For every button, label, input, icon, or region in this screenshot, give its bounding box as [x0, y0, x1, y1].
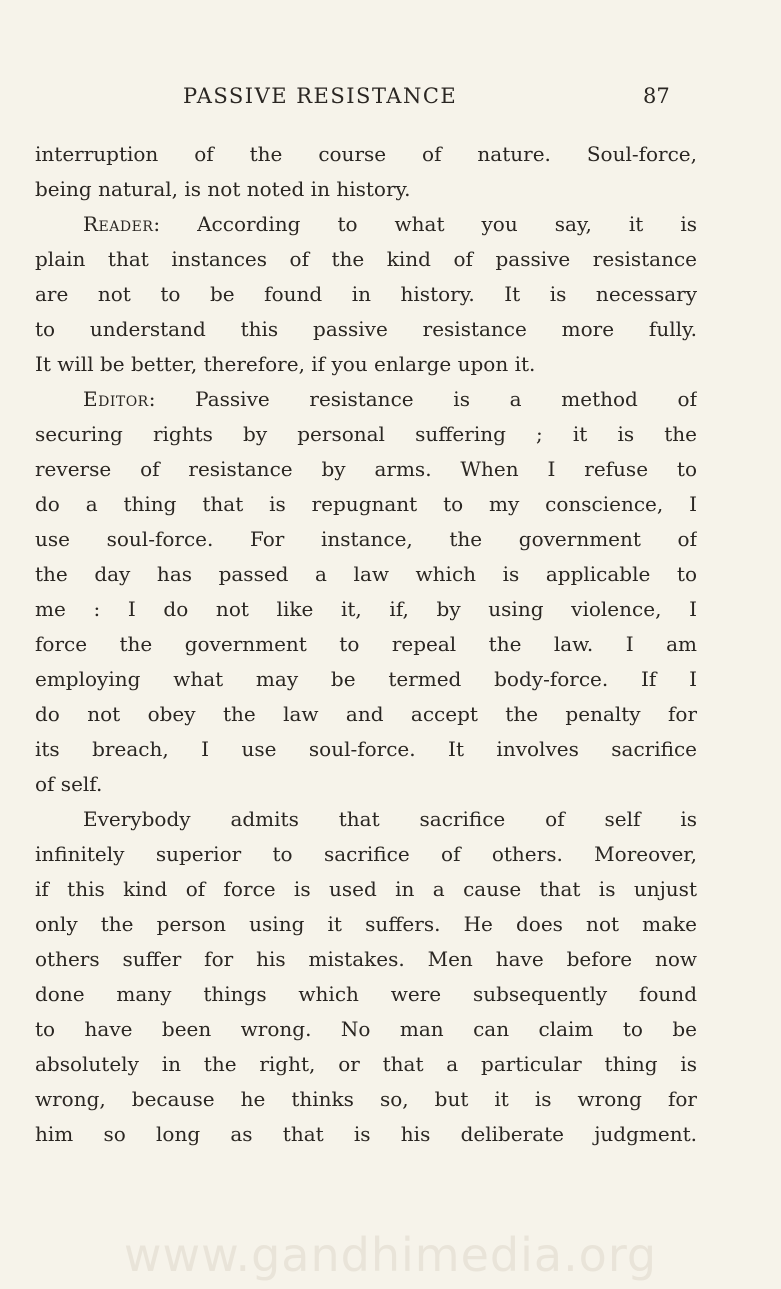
- page-number: 87: [643, 84, 670, 108]
- text-line: if this kind of force is used in a cause that is unjust: [35, 877, 697, 901]
- text-line: are not to be found in history. It is necessary: [35, 282, 697, 306]
- text-line: reverse of resistance by arms. When I refuse to: [35, 457, 697, 481]
- page-header: [0, 84, 781, 114]
- text-line: infinitely superior to sacrifice of others. Moreover,: [35, 842, 697, 866]
- text-line: It will be better, therefore, if you enlarge upon it.: [35, 352, 536, 376]
- dialogue-line: [35, 382, 697, 417]
- text-line: of self.: [35, 772, 103, 796]
- text-line: securing rights by personal suffering ; it is the: [35, 422, 697, 446]
- text-line: interruption of the course of nature. Soul-force,: [35, 142, 697, 166]
- text-line: force the government to repeal the law. I am: [35, 632, 697, 656]
- text-line: plain that instances of the kind of passive resistance: [35, 247, 697, 271]
- text-line: done many things which were subsequently found: [35, 982, 697, 1006]
- text-line: absolutely in the right, or that a particular thing is: [35, 1052, 697, 1076]
- watermark: www.gandhimedia.org: [123, 1228, 658, 1282]
- speaker-label: Reader: [83, 212, 154, 236]
- body-text: [35, 137, 697, 1152]
- text-line: me : I do not like it, if, by using violence, I: [35, 597, 697, 621]
- text-line: do not obey the law and accept the penalty for: [35, 702, 697, 726]
- text-line: Everybody admits that sacrifice of self is: [83, 807, 697, 831]
- dialogue-line: [35, 207, 697, 242]
- running-head: PASSIVE RESISTANCE: [183, 84, 458, 108]
- text-line: being natural, is not noted in history.: [35, 177, 411, 201]
- text-line: to have been wrong. No man can claim to be: [35, 1017, 697, 1041]
- text-line: employing what may be termed body-force. If I: [35, 667, 697, 691]
- dialogue-text: : According to what you say, it is: [153, 212, 697, 236]
- dialogue-text: : Passive resistance is a method of: [148, 387, 697, 411]
- text-line: the day has passed a law which is applicable to: [35, 562, 697, 586]
- text-line: him so long as that is his deliberate judgment.: [35, 1122, 697, 1146]
- text-line: use soul-force. For instance, the government of: [35, 527, 697, 551]
- text-line: do a thing that is repugnant to my conscience, I: [35, 492, 697, 516]
- speaker-label: Editor: [83, 387, 149, 411]
- text-line: to understand this passive resistance more fully.: [35, 317, 697, 341]
- text-line: others suffer for his mistakes. Men have before now: [35, 947, 697, 971]
- text-line: only the person using it suffers. He does not make: [35, 912, 697, 936]
- text-line: its breach, I use soul-force. It involves sacrifice: [35, 737, 697, 761]
- text-line: wrong, because he thinks so, but it is wrong for: [35, 1087, 697, 1111]
